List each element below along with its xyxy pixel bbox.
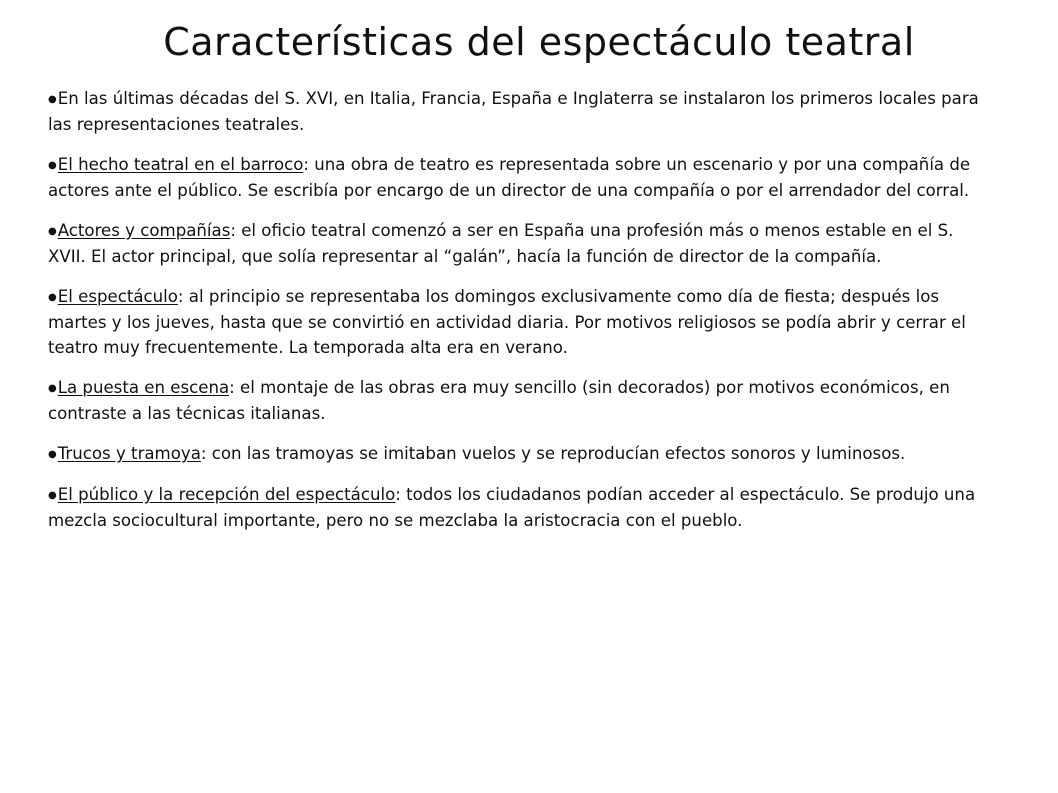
paragraph-text: el montaje de las obras era muy sencillo (sin decorados) por motivos económicos, en contraste a las técnicas italianas. <box>48 378 950 423</box>
paragraph-term: Actores y compañías <box>57 221 231 240</box>
bullet-paragraph-1 <box>48 86 988 137</box>
paragraph-text: En las últimas décadas del S. XVI, en Italia, Francia, España e Inglaterra se instalaron los primeros locales para las representaciones teatrales. <box>48 89 979 134</box>
paragraph-separator: : <box>303 155 309 174</box>
paragraph-text: el oficio teatral comenzó a ser en España una profesión más o menos estable en el S. XVII. El actor principal, que solía representar al “galán”, hacía la función de director de la compañía. <box>48 221 954 266</box>
bullet-paragraph-7 <box>48 482 988 533</box>
paragraph-term: El hecho teatral en el barroco <box>57 155 304 174</box>
paragraph-text: con las tramoyas se imitaban vuelos y se reproducían efectos sonoros y luminosos. <box>206 444 906 463</box>
bullet-paragraph-5 <box>48 375 988 426</box>
bullet-paragraph-4 <box>48 284 988 360</box>
bullet-icon: ● <box>48 226 57 237</box>
bullet-list <box>48 86 988 548</box>
paragraph-term: La puesta en escena <box>57 378 230 397</box>
bullet-icon: ● <box>48 160 57 171</box>
paragraph-separator: : <box>200 444 207 463</box>
bullet-icon: ● <box>48 449 57 460</box>
slide-title: Características del espectáculo teatral <box>163 20 915 64</box>
paragraph-separator: : <box>229 378 235 397</box>
bullet-paragraph-6 <box>48 441 988 467</box>
paragraph-term: El espectáculo <box>57 287 178 306</box>
paragraph-text: todos los ciudadanos podían acceder al espectáculo. Se produjo una mezcla sociocultural importante, pero no se mezclaba la aristocracia con el pueblo. <box>48 485 976 530</box>
bullet-paragraph-3 <box>48 218 988 269</box>
paragraph-separator: : <box>230 221 236 240</box>
bullet-icon: ● <box>48 383 57 394</box>
paragraph-term: El público y la recepción del espectáculo <box>57 485 396 504</box>
bullet-paragraph-2 <box>48 152 988 203</box>
paragraph-separator: : <box>177 287 184 306</box>
paragraph-text: una obra de teatro es representada sobre un escenario y por una compañía de actores ante el público. Se escribía por encargo de un director de una compañía o por el arrendador del corral. <box>48 155 971 200</box>
bullet-icon: ● <box>48 94 57 105</box>
paragraph-separator: : <box>395 485 401 504</box>
paragraph-text: al principio se representaba los domingos exclusivamente como día de fiesta; después los martes y los jueves, hasta que se convirtió en actividad diaria. Por motivos religiosos se podía abrir y cerrar el teatro muy frecuentemente. La temporada alta era en verano. <box>48 287 966 357</box>
bullet-icon: ● <box>48 490 57 501</box>
paragraph-term: Trucos y tramoya <box>57 444 201 463</box>
bullet-icon: ● <box>48 292 57 303</box>
